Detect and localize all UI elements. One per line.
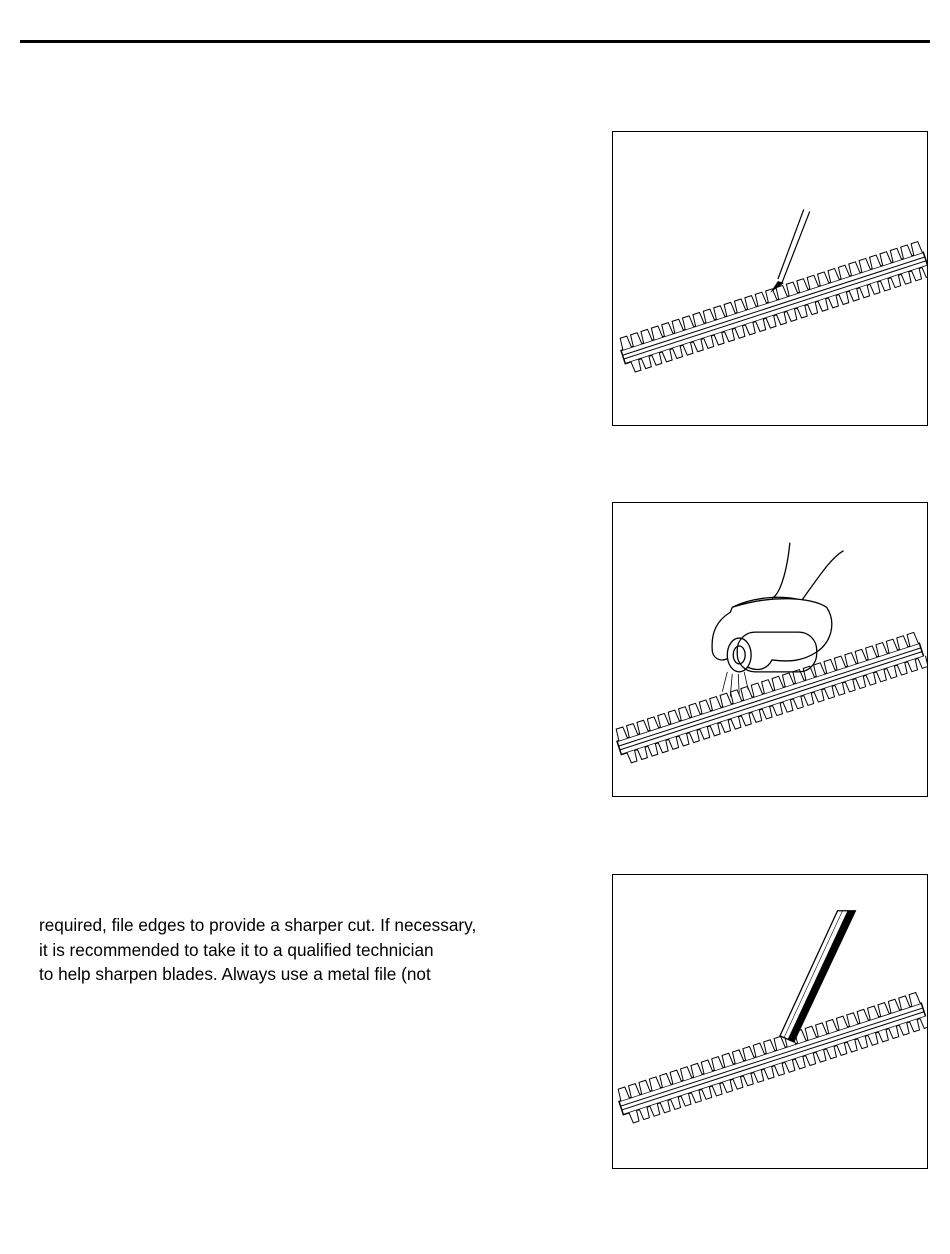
- hedge-trimmer-blade-illustration: [617, 240, 927, 374]
- hedge-trimmer-blade-illustration: [615, 991, 927, 1125]
- figure-blade-lubricating: [612, 502, 928, 797]
- body-text: [39, 913, 579, 987]
- figure-blade-filing: [612, 874, 928, 1169]
- text-line: to help sharpen blades. Always use a metal file (not: [39, 964, 431, 984]
- hand-spray-can-illustration: [712, 543, 843, 672]
- text-line: it is recommended to take it to a qualified technician: [39, 939, 434, 960]
- figure-blade-cleaning: [612, 131, 928, 426]
- top-rule: [20, 40, 930, 43]
- text-line: required, file edges to provide a sharper cut. If necessary,: [39, 915, 477, 935]
